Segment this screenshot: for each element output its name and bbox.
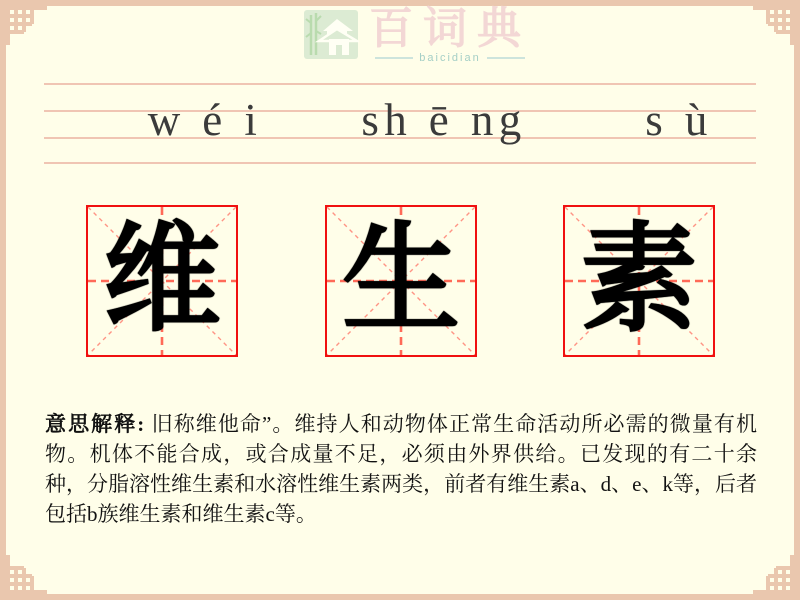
definition-paragraph (45, 409, 757, 529)
logo-subtitle: baicidian (419, 52, 481, 64)
pinyin-syllable-sheng: sh ē ng (361, 95, 527, 145)
pinyin-rule-line-1 (44, 83, 756, 85)
definition-text: 旧称维他命”。维持人和动物体正常生命活动所必需的微量有机物。机体不能合成，或合成量不足，必须由外界供给。已发现的有二十余种，分脂溶性维生素和水溶性维生素两类，前者有维生素a、d、e、k等，后者包括b族维生素和维生素c等。 (45, 412, 757, 526)
subtitle-dash-left (375, 57, 413, 59)
logo-subtitle-row (375, 52, 524, 64)
corner-ornament-bottom-left-icon (1, 549, 51, 599)
app-logo (303, 6, 531, 64)
character-box-2 (325, 205, 477, 357)
corner-ornament-top-right-icon (749, 1, 799, 51)
pinyin-syllable-su: s ù (645, 95, 713, 145)
corner-ornament-top-left-icon (1, 1, 51, 51)
hanzi-character-3: 素 (579, 215, 698, 346)
pinyin-four-line-grid (44, 83, 756, 163)
hanzi-character-2: 生 (341, 215, 460, 346)
subtitle-dash-right (487, 57, 525, 59)
corner-ornament-bottom-right-icon (749, 549, 799, 599)
character-box-1 (86, 205, 238, 357)
definition-label: 意思解释: (45, 412, 146, 436)
pinyin-rule-line-4 (44, 162, 756, 164)
logo-title: 百词典 (369, 4, 531, 53)
pinyin-syllable-wei: w é i (147, 95, 263, 145)
character-box-3 (563, 205, 715, 357)
hanzi-character-1: 维 (102, 215, 221, 346)
house-bamboo-stamp-icon (303, 9, 359, 60)
